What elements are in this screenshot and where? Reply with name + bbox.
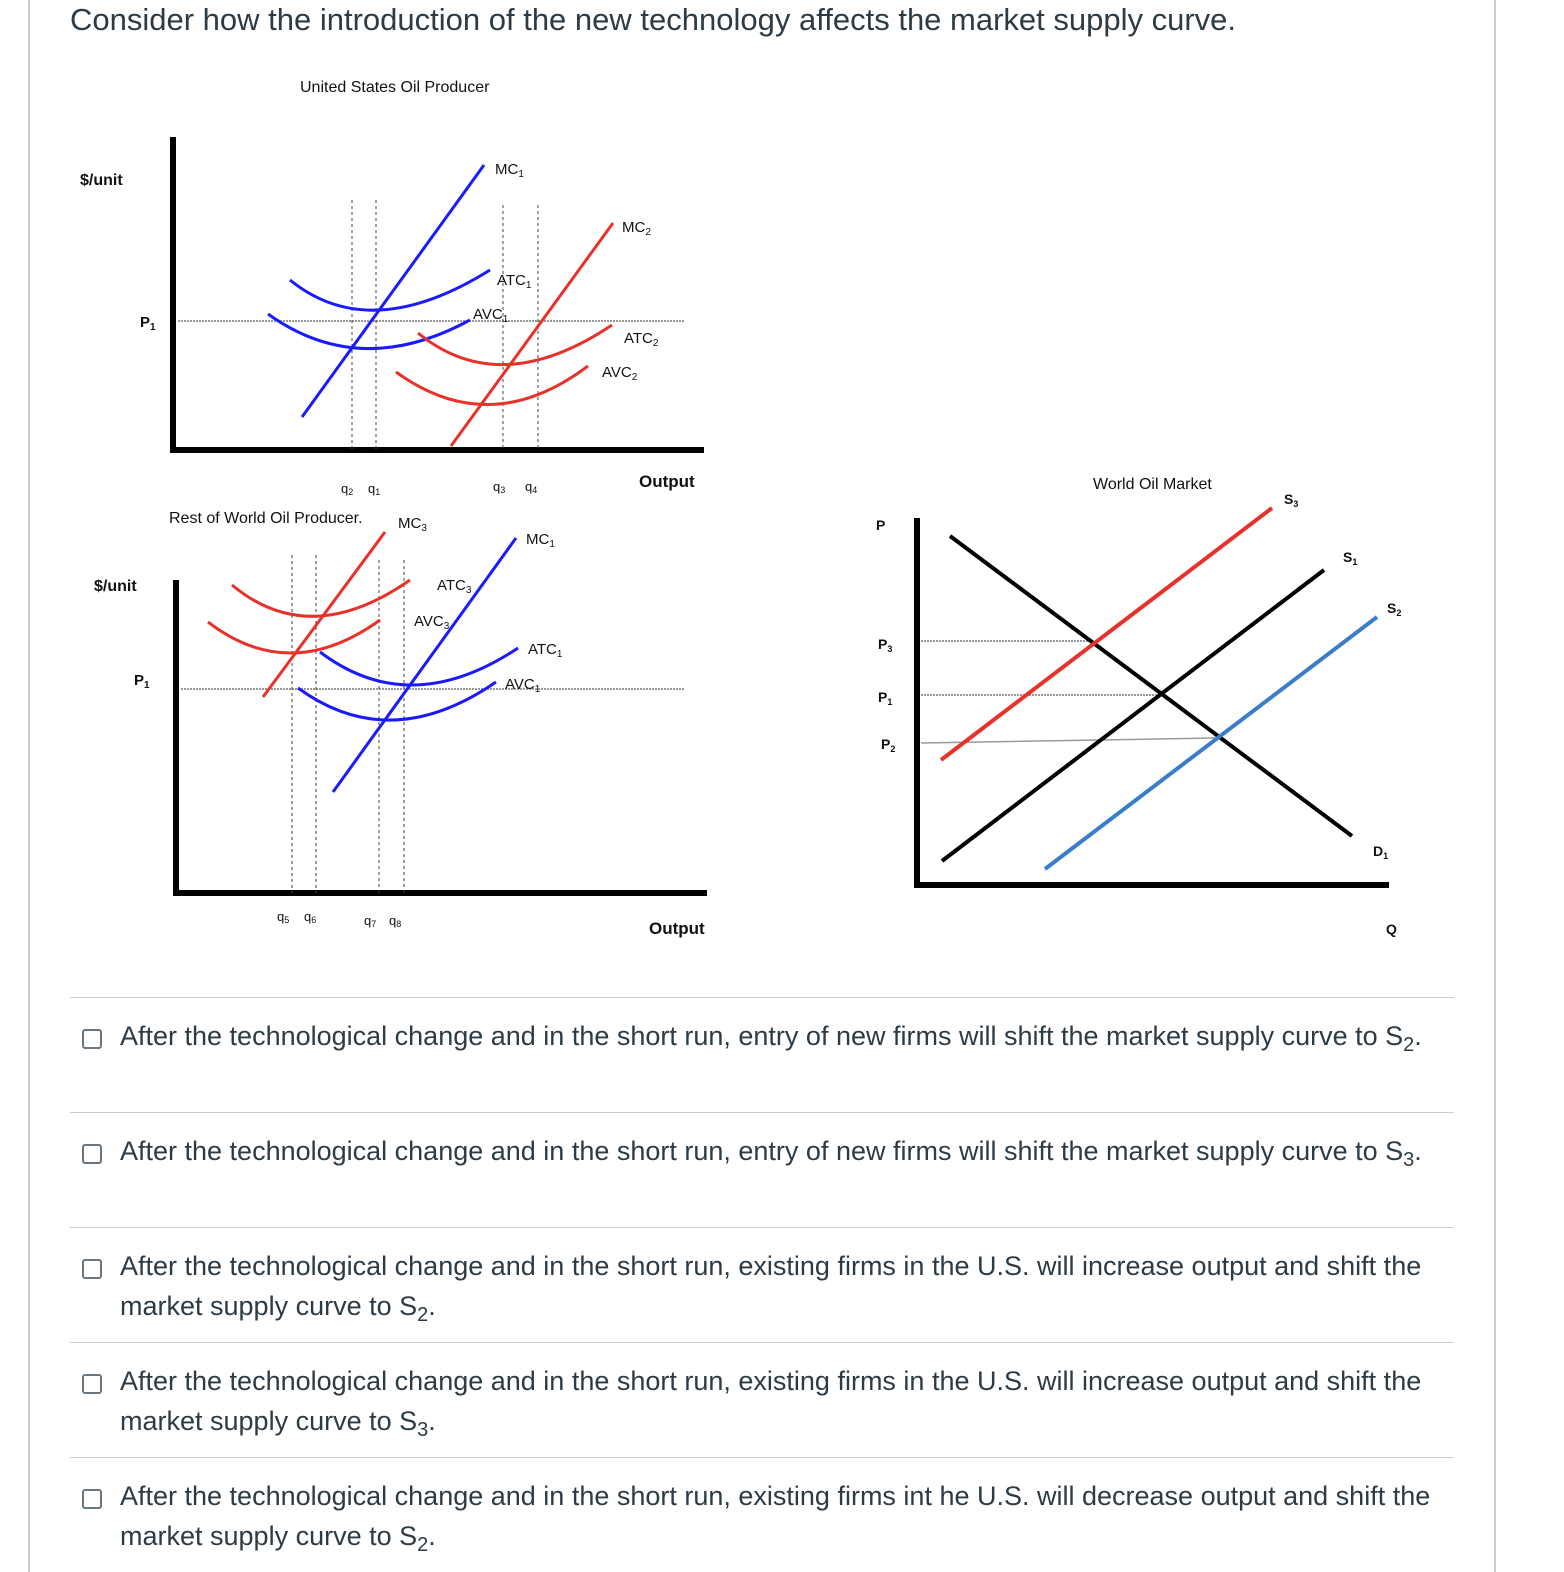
- row-atc1-curve: [320, 648, 518, 685]
- us-q4-label: q4: [525, 479, 538, 495]
- market-s3-curve: [941, 508, 1272, 760]
- row-q6-label: q6: [304, 909, 317, 925]
- market-y-axis-label: P: [876, 517, 886, 533]
- market-s2-label: $S_2$: [1387, 600, 1402, 618]
- us-y-axis-label: $/unit: [80, 172, 123, 189]
- answer-text-2[interactable]: After the technological change and in the short run, entry of new firms will shift the market supply curve to $S_3$.: [120, 1136, 1422, 1171]
- us-p1-label: $P_1$: [140, 314, 156, 333]
- answer-option-5[interactable]: [70, 1457, 1454, 1572]
- row-q7-label: q7: [364, 913, 377, 929]
- row-q5-label: q5: [277, 909, 290, 925]
- answer-checkbox-5[interactable]: [82, 1489, 102, 1509]
- row-atc1-label: $ATC_1$: [528, 641, 563, 660]
- market-s1-label: $S_1$: [1343, 549, 1358, 567]
- us-mc1-curve: [302, 165, 484, 417]
- market-s3-label: $S_3$: [1284, 491, 1299, 509]
- answer-checkbox-4[interactable]: [82, 1374, 102, 1394]
- us-avc2-curve: [396, 366, 588, 405]
- question-title: Consider how the introduction of the new technology affects the market supply curve.: [70, 2, 1237, 37]
- row-panel-title: Rest of World Oil Producer.: [169, 510, 363, 527]
- row-mc3-curve: [263, 532, 385, 697]
- us-atc2-label: $ATC_2$: [624, 330, 659, 349]
- us-panel-title: United States Oil Producer: [300, 79, 490, 96]
- answer-option-2[interactable]: [70, 1112, 1454, 1227]
- row-mc3-label: $MC_3$: [398, 515, 427, 534]
- row-avc3-label: $AVC_3$: [414, 613, 450, 632]
- row-y-axis-label: $/unit: [94, 578, 137, 595]
- row-q8-label: q8: [389, 913, 402, 929]
- answer-checkbox-1[interactable]: [82, 1029, 102, 1049]
- market-d1-label: $D_1$: [1373, 843, 1389, 861]
- row-panel: [94, 510, 707, 938]
- row-avc1-label: $AVC_1$: [505, 676, 541, 695]
- market-panel-title: World Oil Market: [1093, 476, 1212, 493]
- row-atc3-curve: [232, 580, 410, 616]
- row-x-axis-label: Output: [649, 919, 705, 938]
- answer-option-3[interactable]: [70, 1227, 1454, 1342]
- us-avc1-label: $AVC_1$: [473, 306, 509, 325]
- answer-text-1[interactable]: After the technological change and in the short run, entry of new firms will shift the market supply curve to $S_2$.: [120, 1021, 1422, 1056]
- market-x-axis-label: Q: [1386, 921, 1397, 937]
- market-p3-label: $P_3$: [878, 636, 893, 654]
- row-mc1-label: $MC_1$: [526, 531, 555, 550]
- us-mc2-curve: [451, 223, 613, 446]
- market-panel: [876, 476, 1401, 937]
- us-x-axis-label: Output: [639, 472, 695, 491]
- market-p2-label: $P_2$: [881, 736, 896, 754]
- us-panel: [80, 79, 704, 497]
- answer-text-5[interactable]: After the technological change and in the short run, existing firms int he U.S. will decrease output and shift the market supply curve to $S_2$.: [120, 1481, 1431, 1556]
- market-p1-label: $P_1$: [878, 689, 893, 707]
- answer-text-3[interactable]: After the technological change and in the short run, existing firms in the U.S. will increase output and shift the market supply curve to $S_2$.: [120, 1251, 1422, 1326]
- us-q2-label: q2: [341, 481, 354, 497]
- answer-option-4[interactable]: [70, 1342, 1454, 1457]
- answer-checkbox-2[interactable]: [82, 1144, 102, 1164]
- us-q3-label: q3: [493, 479, 506, 495]
- row-p1-label: $P_1$: [134, 672, 150, 691]
- row-avc3-curve: [208, 620, 380, 653]
- answer-checkbox-3[interactable]: [82, 1259, 102, 1279]
- us-mc1-label: $MC_1$: [495, 161, 524, 180]
- answer-option-1[interactable]: [70, 997, 1454, 1112]
- us-atc1-curve: [290, 270, 490, 310]
- us-q1-label: q1: [368, 481, 381, 497]
- us-mc2-label: $MC_2$: [622, 219, 651, 238]
- us-avc1-curve: [268, 314, 470, 349]
- answer-text-4[interactable]: After the technological change and in the short run, existing firms in the U.S. will increase output and shift the market supply curve to $S_3$.: [120, 1366, 1422, 1441]
- row-atc3-label: $ATC_3$: [437, 577, 472, 596]
- us-avc2-label: $AVC_2$: [602, 364, 638, 383]
- us-atc1-label: $ATC_1$: [497, 272, 532, 291]
- answer-options: [70, 997, 1454, 1572]
